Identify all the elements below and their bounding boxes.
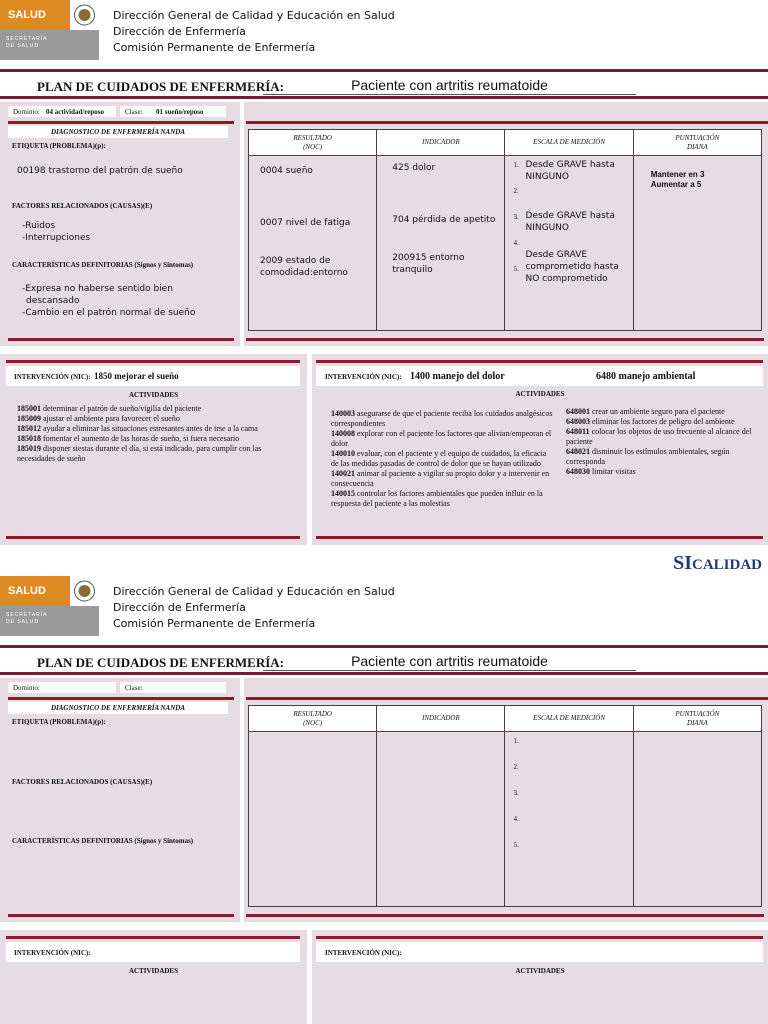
actividades-left-label: ACTIVIDADES	[128, 391, 178, 399]
clase-label: Clase:	[125, 108, 143, 116]
activities-right: 648001 crear un ambiente seguro para el paciente 648003 eliminar los factores de peligro del ambiente 648011 colocar los objetos de uso frecuente al alcance del paciente 648021 disminuir los estímulos ambientales, según corresponda 648030 limitar visitas	[566, 407, 752, 476]
cell-escala: 1. 2. 3. 4. 5. Desde GRAVE hasta NINGUNO Desde GRAVE hasta NINGUNO Desde GRAVE comprometido hasta NO comprometido	[505, 156, 633, 331]
actividades-right-label: ACTIVIDADES	[515, 390, 565, 398]
nic-left-label: INTERVENCIÓN (NIC):	[14, 373, 91, 381]
dominio-label: Dominio:	[13, 108, 40, 116]
th-resultado: RESULTADO (NOC)	[249, 130, 377, 156]
header-line2: Dirección de Enfermería	[113, 25, 246, 38]
nic-right-label: INTERVENCIÓN (NIC):	[325, 373, 402, 381]
caract-label: CARACTERÍSTICAS DEFINITORIAS (Signos y Sintomas)	[12, 261, 194, 269]
caract-list: -Expresa no haberse sentido bien descansado -Cambio en el patrón normal de sueño	[22, 284, 196, 318]
plan-value: Paciente con artritis reumatoide	[263, 77, 636, 95]
factores-label: FACTORES RELACIONADOS (CAUSAS)(E)	[12, 202, 153, 210]
dominio-label-2: Dominio:	[13, 684, 40, 692]
cell-diana: Mantener en 3 Aumentar a 5	[633, 156, 761, 331]
header-line3: Comisión Permanente de Enfermería	[113, 41, 316, 54]
salud-logo-2: SALUD SECRETARÍA DE SALUD	[0, 576, 99, 636]
th-indicador: INDICADOR	[377, 130, 505, 156]
activities-left: 185001 determinar el patrón de sueño/vigilia del paciente 185009 ajustar el ambiente para favorecer el sueño 185012 ayudar a eliminar las situaciones estresantes antes de irse a la cama 185018 fomentar el aumento de las horas de sueño, si fuera necesario 185019 disponer siestas durante el día, si está indicado, para cumplir con las necesidades de sueño	[17, 404, 262, 463]
cell-indicadores: 425 dolor 704 pérdida de apetito 200915 entorno tranquilo	[377, 156, 505, 331]
plan-label: PLAN DE CUIDADOS DE ENFERMERÍA:	[37, 79, 285, 94]
mexico-seal-icon	[70, 0, 99, 30]
etiqueta-value: 00198 trastorno del patrón de sueño	[17, 166, 183, 176]
factores-list: -Ruidos -Interrupciones	[22, 221, 91, 243]
etiqueta-label: ETIQUETA (PROBLEMA)(p):	[12, 142, 106, 150]
activities-mid: 140003 asegurarse de que el paciente reciba los cuidados analgésicos correspondientes 140008 explorar con el paciente los factores que alivian/empeoran el dolor 140010 evaluar, con el paciente y el equipo de cuidados, la eficacia de las medidas pasadas de control de dolor que se hayan utilizado 140021 animar al paciente a vigilar su propio dolor y a intervenir en consecuencia 140015 controlar los factores ambientales que pueden influir en la respuesta del paciente a las molestias	[331, 409, 553, 508]
header-line1: Dirección General de Calidad y Educación en Salud	[113, 9, 395, 22]
sicalidad-logo: SICALIDAD	[673, 552, 762, 574]
clase-value: 01 sueño/reposo	[156, 108, 204, 116]
mexico-seal-icon	[70, 576, 99, 606]
logo-secretaria: SECRETARÍA DE SALUD	[6, 36, 48, 49]
salud-logo	[0, 0, 99, 60]
plan-bar-2: PLAN DE CUIDADOS DE ENFERMERÍA: Paciente con artritis reumatoide	[0, 645, 768, 675]
header-text	[113, 8, 395, 56]
th-escala: ESCALA DE MEDICIÓN	[505, 130, 633, 156]
header-text-2: Dirección General de Calidad y Educación en Salud Dirección de Enfermería Comisión Permanente de Enfermería	[113, 585, 395, 630]
noc-table-2: RESULTADO (NOC) INDICADOR ESCALA DE MEDICIÓN PUNTUACIÓN DIANA 1. 2. 3. 4. 5.	[248, 705, 762, 907]
th-puntuacion: PUNTUACIÓN DIANA	[633, 130, 761, 156]
nic-left-value: 1850 mejorar el sueño	[94, 371, 179, 381]
diagnosis-panel-2	[0, 678, 240, 922]
noc-table	[248, 129, 762, 331]
logo-salud-text: SALUD	[0, 0, 70, 30]
nic-right-value2: 6480 manejo ambiental	[596, 371, 696, 382]
plan-bar	[0, 69, 768, 99]
nanda-title: DIAGNOSTICO DE ENFERMERÍA NANDA	[50, 128, 185, 136]
clase-label-2: Clase:	[125, 684, 143, 692]
nic-right-value1: 1400 manejo del dolor	[410, 371, 505, 382]
cell-resultados: 0004 sueño 0007 nivel de fatiga 2009 estado de comodidad:entorno	[249, 156, 377, 331]
dominio-value: 04 actividad/reposo	[46, 108, 105, 116]
